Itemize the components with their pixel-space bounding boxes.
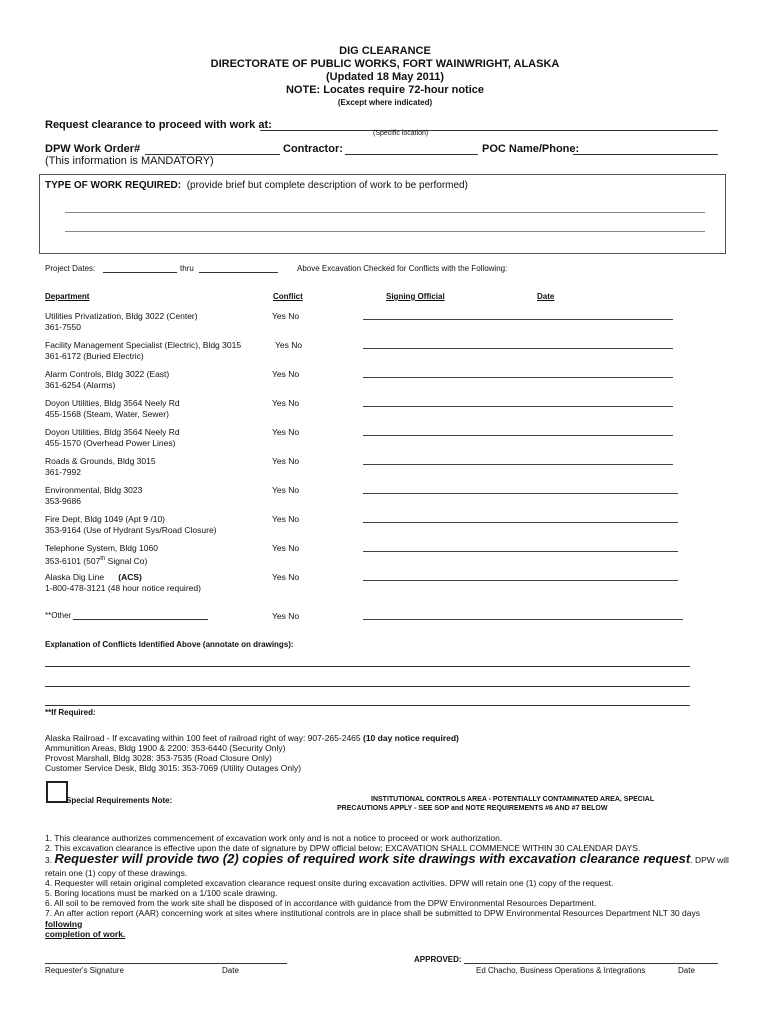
requester-sig-label: Requester's Signature — [45, 966, 124, 975]
requester-signature-field[interactable] — [45, 963, 287, 964]
signature-field[interactable] — [363, 580, 678, 581]
conflict-yes-no[interactable]: Yes No — [272, 611, 300, 621]
dept-row: Telephone System, Bldg 1060 353-6101 (507th Signal Co) — [45, 543, 158, 566]
work-desc: (provide brief but complete description of work to be performed) — [186, 180, 468, 191]
ic-line-1: INSTITUTIONAL CONTROLS AREA - POTENTIALLY CONTAMINATED AREA, SPECIAL — [371, 796, 655, 803]
dept-row: Utilities Privatization, Bldg 3022 (Center) 361-7550 — [45, 311, 198, 332]
note-3-cont: retain one (1) copy of these drawings. — [45, 868, 188, 878]
conflict-yes-no[interactable]: Yes No — [272, 369, 300, 379]
mandatory-note: (This information is MANDATORY) — [45, 155, 214, 167]
project-dates-label: Project Dates: — [45, 264, 96, 273]
col-department: Department — [45, 292, 90, 301]
conflict-yes-no[interactable]: Yes No — [275, 340, 303, 350]
signature-field[interactable] — [363, 493, 678, 494]
col-date: Date — [537, 292, 555, 301]
contractor-label: Contractor: — [283, 143, 343, 155]
work-required-heading — [45, 180, 468, 191]
work-line-1[interactable] — [65, 212, 705, 213]
date-label-1: Date — [222, 966, 239, 975]
signature-field[interactable] — [363, 348, 673, 349]
col-conflict: Conflict — [273, 292, 303, 301]
explanation-line-3[interactable] — [45, 705, 690, 706]
dept-row: Environmental, Bldg 3023 353-9686 — [45, 485, 143, 506]
conflict-yes-no[interactable]: Yes No — [272, 398, 300, 408]
dept-row: Alaska Dig Line (ACS) 1-800-478-3121 (48 hour notice required) — [45, 572, 201, 593]
ammo-line: Ammunition Areas, Bldg 1900 & 2200: 353-6440 (Security Only) — [45, 743, 286, 753]
railroad-line: Alaska Railroad - If excavating within 100 feet of railroad right of way: 907-265-2465 (10 day notice required) — [45, 733, 459, 743]
conflict-yes-no[interactable]: Yes No — [272, 514, 300, 524]
signature-field[interactable] — [363, 619, 683, 620]
signature-field[interactable] — [363, 377, 673, 378]
explanation-label: Explanation of Conflicts Identified Above (annotate on drawings): — [45, 640, 294, 649]
conflict-yes-no[interactable]: Yes No — [272, 311, 300, 321]
col-signing: Signing Official — [386, 292, 445, 301]
conflict-yes-no[interactable]: Yes No — [272, 427, 300, 437]
official-label: Ed Chacho, Business Operations & Integrations — [476, 966, 646, 975]
if-required-title: **If Required: — [45, 708, 96, 717]
dept-row: Facility Management Specialist (Electric), Bldg 3015 361-6172 (Buried Electric) — [45, 340, 242, 361]
work-label: TYPE OF WORK REQUIRED: — [45, 180, 182, 191]
explanation-line-1[interactable] — [45, 666, 690, 667]
date-label-2: Date — [678, 966, 695, 975]
dept-row: Doyon Utilities, Bldg 3564 Neely Rd 455-1570 (Overhead Power Lines) — [45, 427, 180, 448]
note-4: 4. Requester will retain original completed excavation clearance request onsite during excavation activities. DPW will retain one (1) copy of the request. — [45, 878, 614, 888]
note-2: 2. This excavation clearance is effective upon the date of signature by DPW official below; EXCAVATION SHALL COMMENCE WITHIN 30 CALENDAR DAYS. — [45, 843, 641, 853]
note-7: 7. An after action report (AAR) concerning work at sites where institutional controls are in place shall be submitted to DPW Environmental Resources Department NLT 30 days following completion of work. — [45, 908, 700, 939]
updated-date: (Updated 18 May 2011) — [326, 71, 444, 83]
checked-label: Above Excavation Checked for Conflicts with the Following: — [297, 264, 508, 273]
provost-line: Provost Marshall, Bldg 3028: 353-7535 (Road Closure Only) — [45, 753, 272, 763]
note-1: 1. This clearance authorizes commencement of excavation work only and is not a notice to proceed or work authorization. — [45, 833, 503, 843]
note-6: 6. All soil to be removed from the work site shall be disposed of in accordance with guidance from the DPW Environmental Resources Department. — [45, 898, 597, 908]
special-label: Special Requirements Note: — [66, 796, 173, 805]
other-field[interactable] — [73, 619, 208, 620]
note-3: 3. Requester will provide two (2) copies of required work site drawings with excavation clearance request. DPW will — [45, 851, 729, 866]
end-date-field[interactable] — [199, 272, 278, 273]
conflict-yes-no[interactable]: Yes No — [272, 543, 300, 553]
poc-field[interactable] — [573, 154, 718, 155]
dept-row: Alarm Controls, Bldg 3022 (East) 361-6254 (Alarms) — [45, 369, 170, 390]
start-date-field[interactable] — [103, 272, 177, 273]
locate-note: NOTE: Locates require 72-hour notice — [285, 84, 485, 96]
dept-row: Fire Dept, Bldg 1049 (Apt 9 /10) 353-9164 (Use of Hydrant Sys/Road Closure) — [45, 514, 217, 535]
poc-label: POC Name/Phone: — [482, 143, 580, 155]
work-line-2[interactable] — [65, 231, 705, 232]
conflict-yes-no[interactable]: Yes No — [272, 485, 300, 495]
explanation-line-2[interactable] — [45, 686, 690, 687]
special-requirements-checkbox[interactable] — [46, 781, 68, 803]
signature-field[interactable] — [363, 522, 678, 523]
other-label: **Other — [45, 611, 72, 620]
approved-signature-field[interactable] — [464, 963, 718, 964]
conflict-yes-no[interactable]: Yes No — [272, 572, 300, 582]
dept-row: Doyon Utilities, Bldg 3564 Neely Rd 455-1568 (Steam, Water, Sewer) — [45, 398, 180, 419]
dept-row: Roads & Grounds, Bldg 3015 361-7992 — [45, 456, 156, 477]
signature-field[interactable] — [363, 464, 673, 465]
location-sub: (Specific location) — [373, 130, 429, 137]
approved-label: APPROVED: — [414, 955, 462, 964]
thru-label: thru — [180, 264, 194, 273]
request-label: Request clearance to proceed with work at: — [45, 119, 272, 131]
csd-line: Customer Service Desk, Bldg 3015: 353-7069 (Utility Outages Only) — [45, 763, 302, 773]
signature-field[interactable] — [363, 406, 673, 407]
location-field[interactable] — [260, 130, 718, 131]
dpw-order-label: DPW Work Order# — [45, 143, 141, 155]
except-note: (Except where indicated) — [337, 98, 433, 107]
note-5: 5. Boring locations must be marked on a 1/100 scale drawing. — [45, 888, 278, 898]
signature-field[interactable] — [363, 319, 673, 320]
signature-field[interactable] — [363, 435, 673, 436]
signature-field[interactable] — [363, 551, 678, 552]
conflict-yes-no[interactable]: Yes No — [272, 456, 300, 466]
ic-line-2: PRECAUTIONS APPLY - SEE SOP and NOTE REQUIREMENTS #6 AND #7 BELOW — [337, 805, 608, 812]
org-name: DIRECTORATE OF PUBLIC WORKS, FORT WAINWRIGHT, ALASKA — [210, 58, 560, 70]
form-title: DIG CLEARANCE — [339, 45, 431, 57]
contractor-field[interactable] — [345, 154, 478, 155]
